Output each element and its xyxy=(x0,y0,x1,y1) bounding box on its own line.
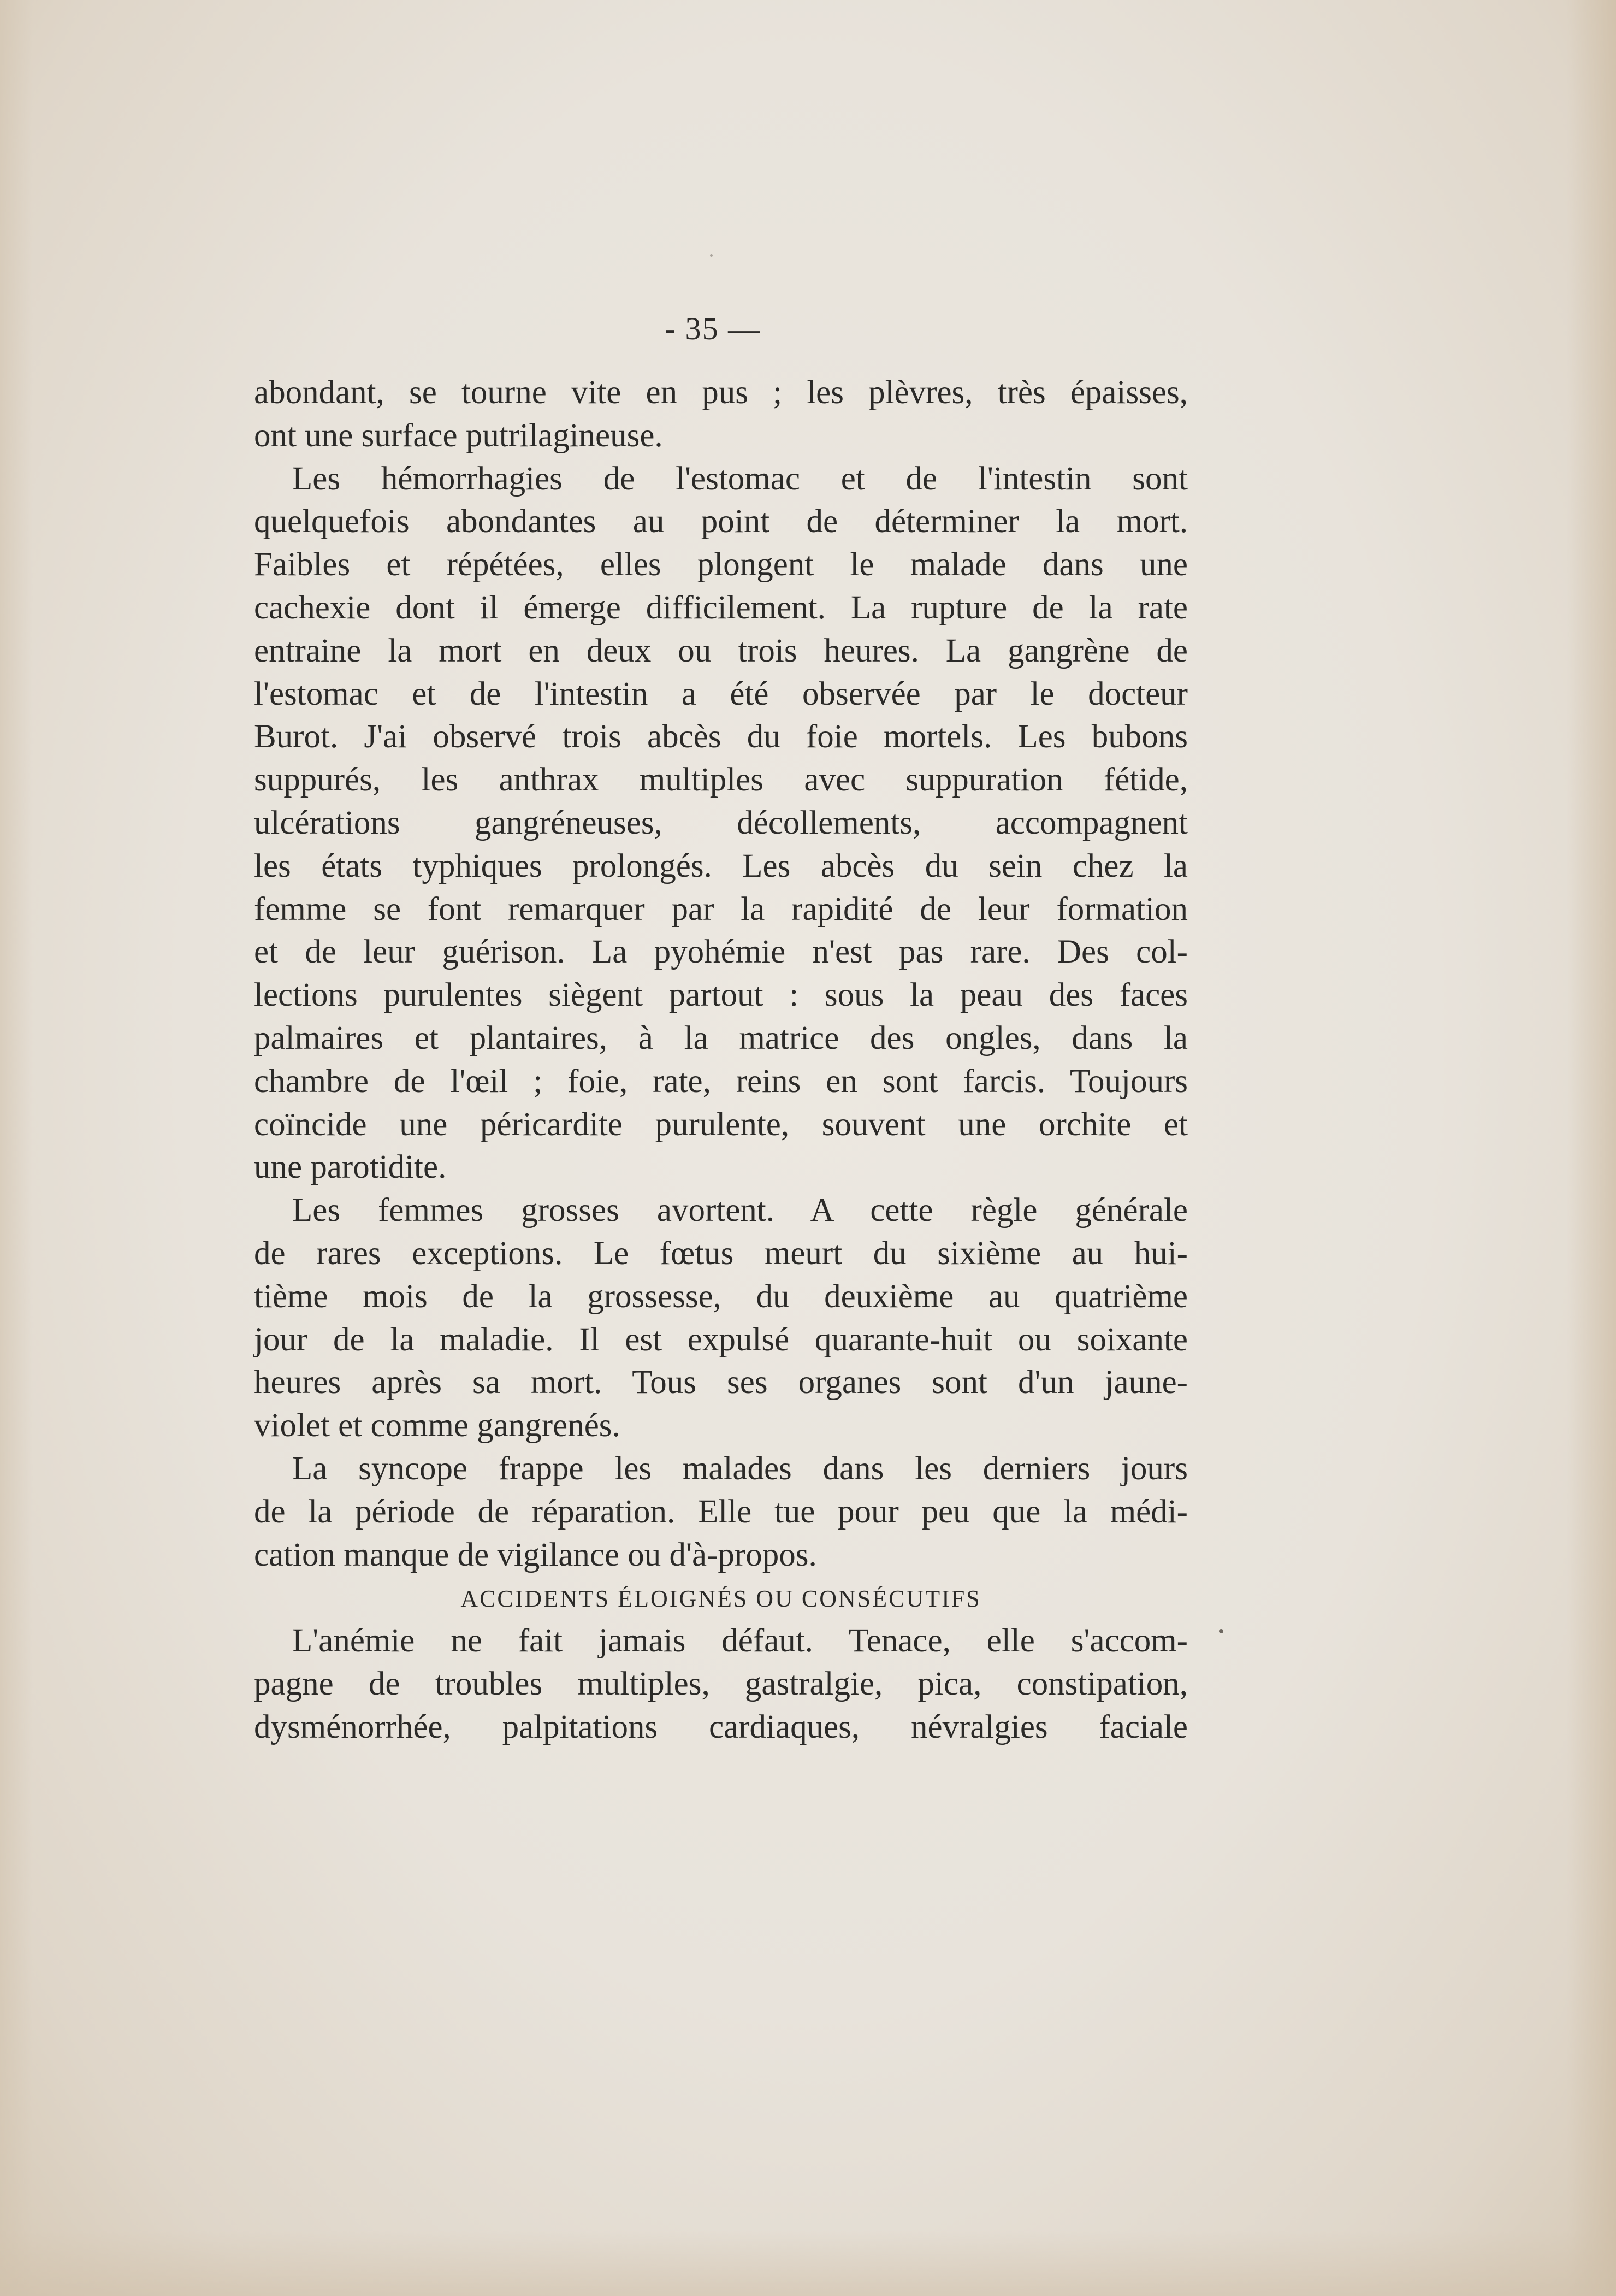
text-line: L'anémie ne fait jamais défaut. Tenace, elle s'accom- xyxy=(292,1622,1188,1660)
page-edge-shadow-left xyxy=(0,0,33,2296)
text-line: une parotidite. xyxy=(254,1149,447,1186)
text-line: lections purulentes siègent partout : sous la peau des faces xyxy=(254,977,1188,1014)
text-line: jour de la maladie. Il est expulsé quarante-huit ou soixante xyxy=(254,1321,1188,1358)
text-line: dysménorrhée, palpitations cardiaques, névralgies faciale xyxy=(254,1708,1188,1745)
text-line: Les femmes grosses avortent. A cette règle générale xyxy=(292,1192,1188,1229)
text-line: violet et comme gangrenés. xyxy=(254,1407,620,1444)
paper-speck xyxy=(710,254,713,257)
text-line: Burot. J'ai observé trois abcès du foie mortels. Les bubons xyxy=(254,718,1188,756)
text-line: les états typhiques prolongés. Les abcès du sein chez la xyxy=(254,847,1188,884)
text-line: de la période de réparation. Elle tue pour peu que la médi- xyxy=(254,1493,1188,1530)
text-line: chambre de l'œil ; foie, rate, reins en sont farcis. Toujours xyxy=(254,1063,1188,1100)
text-line: de rares exceptions. Le fœtus meurt du sixième au hui- xyxy=(254,1235,1188,1272)
body-text xyxy=(254,371,1188,1749)
text-line: suppurés, les anthrax multiples avec suppuration fétide, xyxy=(254,762,1188,799)
text-line: cachexie dont il émerge difficilement. La rupture de la rate xyxy=(254,589,1188,626)
text-line: La syncope frappe les malades dans les derniers jours xyxy=(292,1450,1188,1487)
text-line: entraine la mort en deux ou trois heures. La gangrène de xyxy=(254,632,1188,669)
text-line: pagne de troubles multiples, gastralgie, pica, constipation, xyxy=(254,1665,1188,1702)
text-line: femme se font remarquer par la rapidité de leur formation xyxy=(254,890,1188,928)
page-number: - 35 — xyxy=(664,311,761,346)
text-line: Les hémorrhagies de l'estomac et de l'intestin sont xyxy=(292,460,1188,497)
text-line: ont une surface putrilagineuse. xyxy=(254,417,663,454)
section-heading: ACCIDENTS ÉLOIGNÉS OU CONSÉCUTIFS xyxy=(460,1585,981,1613)
text-line: heures après sa mort. Tous ses organes sont d'un jaune- xyxy=(254,1364,1188,1401)
text-line: ulcérations gangréneuses, décollements, accompagnent xyxy=(254,804,1188,841)
text-line: coïncide une péricardite purulente, souvent une orchite et xyxy=(254,1106,1188,1143)
text-line: et de leur guérison. La pyohémie n'est pas rare. Des col- xyxy=(254,934,1188,971)
text-line: abondant, se tourne vite en pus ; les plèvres, très épaisses, xyxy=(254,374,1188,411)
page-edge-shadow-bottom xyxy=(0,2230,1616,2296)
text-line: Faibles et répétées, elles plongent le malade dans une xyxy=(254,546,1188,583)
text-line: palmaires et plantaires, à la matrice des ongles, dans la xyxy=(254,1019,1188,1056)
text-line: quelquefois abondantes au point de déterminer la mort. xyxy=(254,503,1188,540)
paper-speck xyxy=(1219,1629,1223,1633)
page-edge-shadow-right xyxy=(1567,0,1616,2296)
text-line: cation manque de vigilance ou d'à-propos. xyxy=(254,1536,817,1573)
text-line: tième mois de la grossesse, du deuxième au quatrième xyxy=(254,1278,1188,1315)
text-line: l'estomac et de l'intestin a été observée par le docteur xyxy=(254,675,1188,712)
